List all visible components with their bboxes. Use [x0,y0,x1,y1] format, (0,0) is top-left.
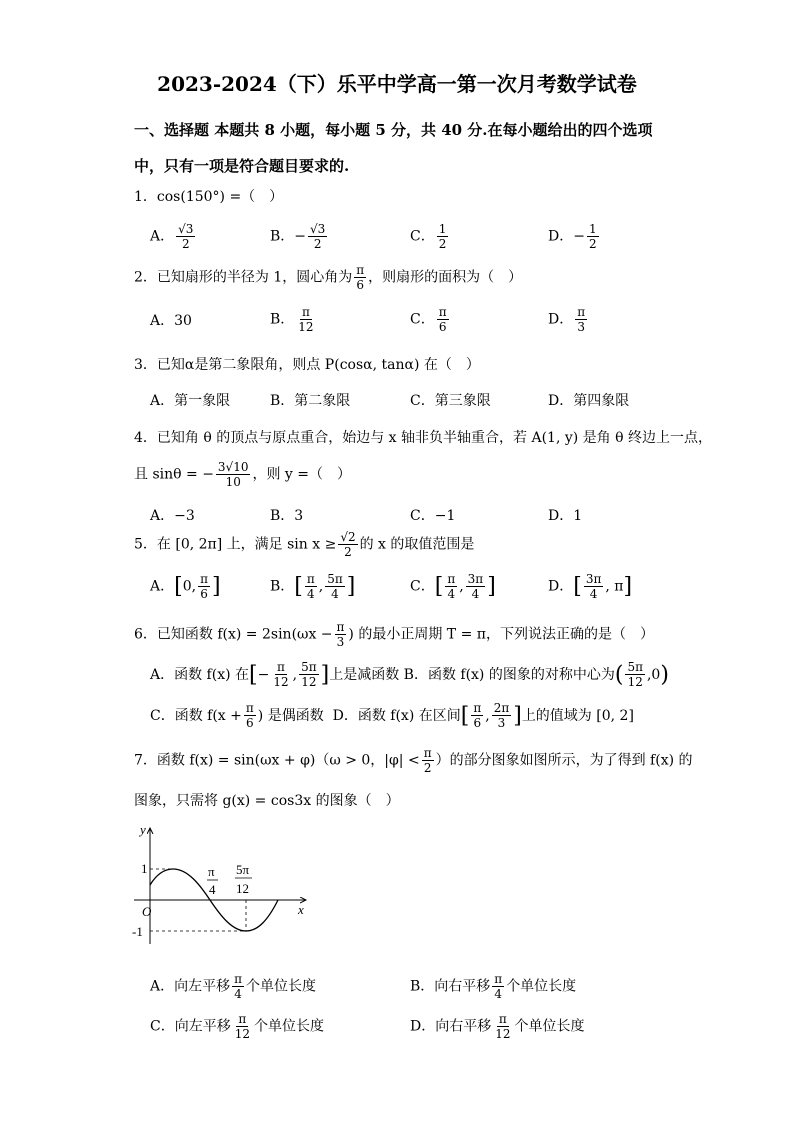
question-5-option-a: A．[0, $\frac{\pi}{6}$ ] [150,572,221,601]
question-1-stem: 1．cos(150°) =（ ） [134,189,284,205]
question-1-option-c: C． $\frac{1}{2}$ [410,222,447,251]
question-3-option-d: D．第四象限 [548,393,630,409]
question-7-option-c: C．向左平移 $\frac{\pi}{12}$ 个单位长度 [150,1012,324,1041]
question-2-option-b: B． $\frac{\pi}{12}$ [270,305,314,334]
question-6-option-a: A．函数 f(x) 在[− $\frac{\pi}{12}$ , $\frac{5\pi}{12}$ ]上是减函数 [150,660,400,689]
x-axis-label: x [298,902,304,917]
question-3-option-b: B．第二象限 [270,393,351,409]
question-1-option-b: B．− $\frac{√3}{2}$ [270,222,326,251]
question-3-option-c: C．第三象限 [410,393,491,409]
question-4-option-c: C．−1 [410,508,456,524]
origin-label: O [142,904,152,919]
question-7-stem-line-1: 7．函数 f(x) = sin(ωx + φ)（ω > 0，|φ| < $\frac{\pi}{2}$ ）的部分图象如图所示，为了得到 f(x) 的 [134,746,693,775]
question-3-stem: 3．已知α是第二象限角，则点 P(cosα, tanα) 在（ ） [134,357,480,373]
question-7-stem-line-2: 图象，只需将 g(x) = cos3x 的图象（ ） [134,793,400,809]
page-title: 2023-2024（下）乐平中学高一第一次月考数学试卷 [157,72,637,96]
question-5-stem: 5．在 [0, 2π] 上，满足 sin x ≥ $\frac{√2}{2}$ 的 x 的取值范围是 [134,530,475,559]
question-6-option-c: C．函数 f(x + $\frac{\pi}{6}$ ) 是偶函数 [150,701,324,730]
question-4-option-a: A．−3 [150,508,195,524]
question-2-option-c: C． $\frac{\pi}{6}$ [410,305,447,334]
question-4-option-d: D．1 [548,508,583,524]
y-tick-neg-1: -1 [132,924,143,939]
section-heading [134,112,653,184]
question-4-stem-line-2: 且 sinθ = − $\frac{3√10}{10}$ ，则 y =（ ） [134,460,352,489]
question-7-option-a: A．向左平移 $\frac{\pi}{4}$ 个单位长度 [150,972,317,1001]
question-6-options-cd [150,701,634,730]
y-axis-label: y [140,822,146,837]
question-7-option-d: D．向右平移 $\frac{\pi}{12}$ 个单位长度 [410,1012,585,1041]
tick-5pi-12-num: 5π [236,862,250,877]
question-2-option-a: A．30 [150,313,192,329]
section-line-1: 一、选择题 本题共 8 小题，每小题 5 分，共 40 分.在每小题给出的四个选项 [134,121,653,139]
tick-pi-4-num: π [208,864,215,879]
question-5-option-c: C．[ $\frac{\pi}{4}$ , $\frac{3\pi}{4}$ ] [410,572,496,601]
question-7-option-b: B．向右平移 $\frac{\pi}{4}$ 个单位长度 [410,972,577,1001]
question-6-option-d: D．函数 f(x) 在区间[ $\frac{\pi}{6}$ , $\frac{2\pi}{3}$ ]上的值域为 [0, 2] [332,701,634,730]
question-5-option-b: B．[ $\frac{\pi}{4}$ , $\frac{5\pi}{4}$ ] [270,572,356,601]
tick-pi-4-den: 4 [209,882,216,897]
question-1-option-d: D．− $\frac{1}{2}$ [548,222,597,251]
section-line-2: 中，只有一项是符合题目要求的. [134,157,350,175]
question-6-option-b: B．函数 f(x) 的图象的对称中心为( $\frac{5\pi}{12}$ ,0) [403,660,669,689]
question-4-stem-line-1: 4．已知角 θ 的顶点与原点重合，始边与 x 轴非负半轴重合，若 A(1, y) 是角 θ 终边上一点， [134,430,713,446]
question-6-stem: 6．已知函数 f(x) = 2sin(ωx − $\frac{\pi}{3}$ ) 的最小正周期 T = π，下列说法正确的是（ ） [134,620,654,649]
question-4-option-b: B．3 [270,508,304,524]
y-tick-1: 1 [141,861,148,876]
question-5-option-d: D．[ $\frac{3\pi}{4}$ , π] [548,572,633,601]
question-2-option-d: D． $\frac{\pi}{3}$ [548,305,586,334]
question-6-options-ab [150,660,669,689]
question-3-option-a: A．第一象限 [150,393,231,409]
question-1-option-a: A． $\frac{√3}{2}$ [150,222,194,251]
question-2-stem: 2．已知扇形的半径为 1，圆心角为 $\frac{\pi}{6}$ ，则扇形的面积为（ ） [134,263,523,292]
question-7-graph [128,820,318,950]
tick-5pi-12-den: 12 [236,881,249,896]
